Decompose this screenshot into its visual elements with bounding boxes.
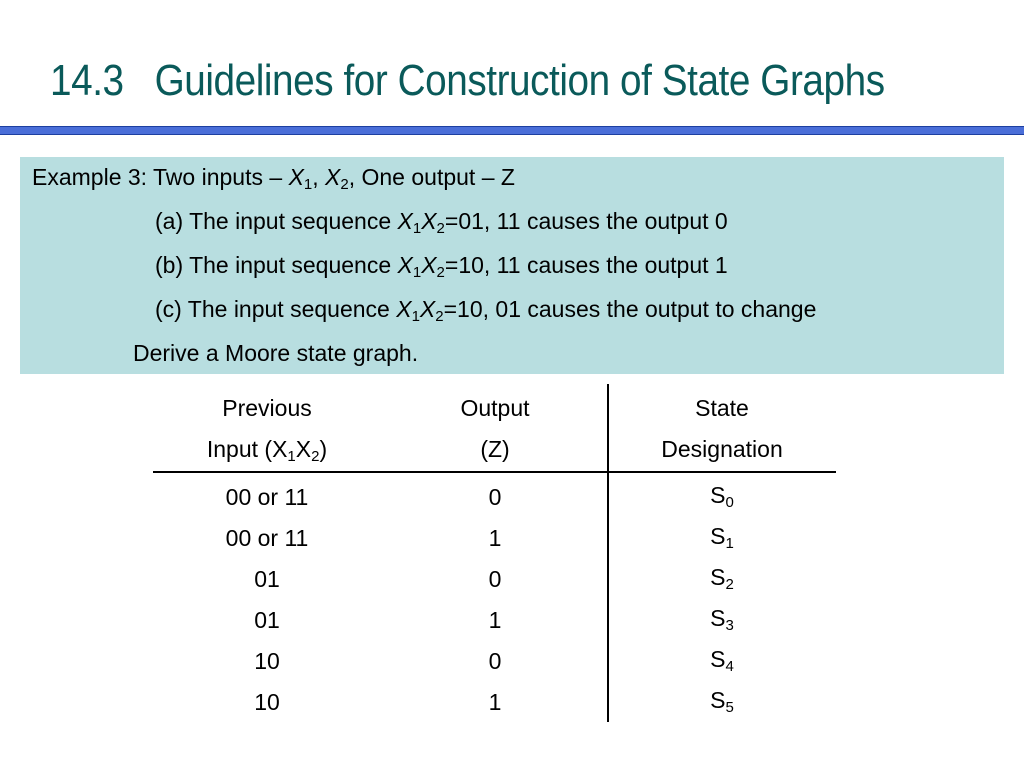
title-text: Guidelines for Construction of State Graphs (154, 56, 885, 105)
table-cell-input: 10 (254, 648, 280, 674)
header-designation: Designation (661, 436, 783, 462)
table-cell-input: 00 or 11 (225, 484, 309, 510)
table-cell-input: 01 (254, 607, 280, 633)
header-output: Output (460, 395, 530, 421)
table-cell-input: 01 (254, 566, 280, 592)
table-cell-state: $S_2$ (710, 564, 734, 593)
table-cell-state: $S_0$ (710, 482, 734, 511)
table-cell-output: 0 (488, 566, 502, 592)
header-rule (153, 471, 836, 473)
table-cell-output: 0 (488, 648, 502, 674)
header-output-z: (Z) (480, 436, 510, 462)
column-divider (607, 384, 609, 722)
table-cell-output: 1 (488, 607, 502, 633)
table-cell-state: $S_4$ (710, 646, 734, 675)
table-cell-input: 00 or 11 (225, 525, 309, 551)
slide-title (50, 56, 885, 106)
table-cell-state: $S_5$ (710, 687, 734, 716)
header-previous: Previous (222, 395, 312, 421)
table-cell-input: 10 (254, 689, 280, 715)
example-heading: Example 3: Two inputs – $X_1$, $X_2$, One output – Z (32, 164, 515, 193)
table-cell-output: 1 (488, 689, 502, 715)
condition-a: (a) The input sequence $X_1X_2=01$, 11 causes the output 0 (155, 208, 728, 237)
title-divider (0, 126, 1024, 135)
table-cell-state: $S_1$ (710, 523, 734, 552)
table-cell-output: 0 (488, 484, 502, 510)
table-cell-state: $S_3$ (710, 605, 734, 634)
example-box (20, 157, 1004, 374)
header-input: Input $(X_1X_2)$ (206, 436, 328, 465)
header-state: State (695, 395, 749, 421)
table-cell-output: 1 (488, 525, 502, 551)
condition-b: (b) The input sequence $X_1X_2=10$, 11 causes the output 1 (155, 252, 728, 281)
condition-c: (c) The input sequence $X_1X_2=10$, 01 causes the output to change (155, 296, 817, 325)
section-number: 14.3 (50, 56, 124, 105)
task-text: Derive a Moore state graph. (133, 340, 419, 366)
